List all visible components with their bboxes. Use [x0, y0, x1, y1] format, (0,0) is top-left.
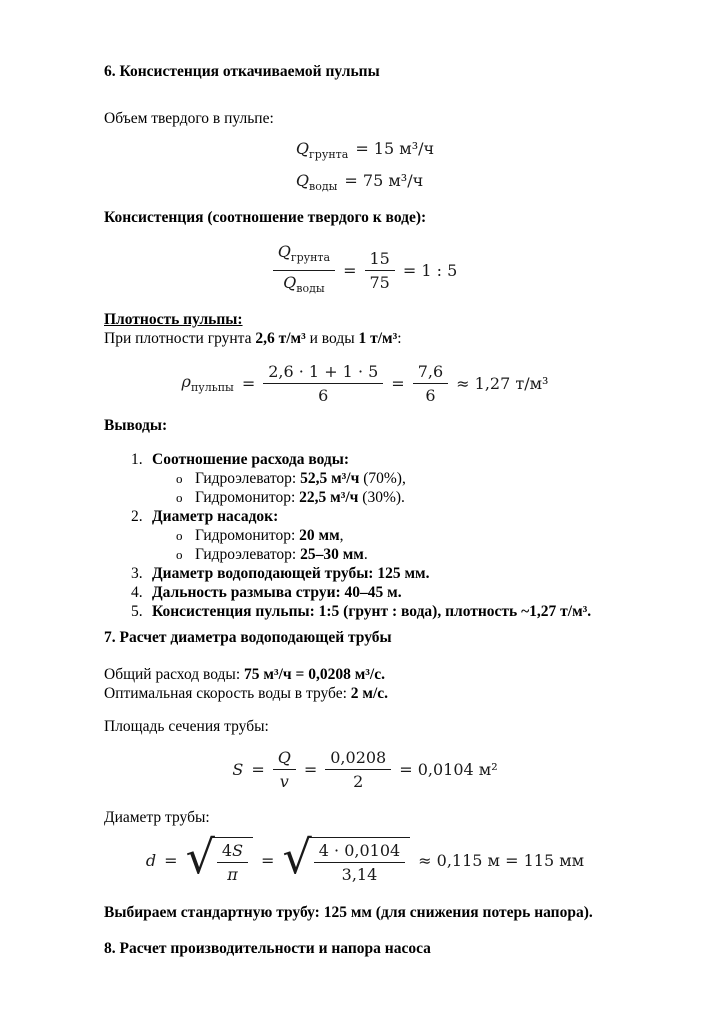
list-item-4 — [104, 583, 626, 602]
fraction-denominator — [278, 271, 329, 298]
sub-bullet-marker: o — [176, 489, 183, 505]
list-item-number: 5. — [131, 602, 143, 620]
formula-pulp-density — [104, 362, 626, 405]
fraction-denominator: 75 — [369, 272, 390, 292]
density-result: ≈ 1,27 т/м³ — [456, 373, 549, 393]
para-solid-volume: Объем твердого в пульпе: — [104, 110, 274, 127]
sqrt-4s-pi — [185, 830, 253, 885]
fraction-numerator: 0,0208 — [325, 748, 391, 770]
list-item-number: 3. — [131, 564, 143, 582]
para-standard-pipe: Выбираем стандартную трубу: 125 мм (для снижения потерь напора). — [104, 903, 593, 921]
density-water-value: 1 т/м³ — [358, 329, 398, 347]
list-item-3 — [104, 564, 626, 583]
section-8-heading: 8. Расчет производительности и напора насоса — [104, 939, 431, 957]
diameter-result: ≈ 0,115 м = 115 мм — [418, 850, 585, 870]
fraction-numerator — [217, 841, 248, 863]
sub-bullet-marker: o — [176, 546, 183, 562]
fraction-4s-pi — [217, 841, 248, 884]
math-sub-vody: воды — [309, 180, 338, 194]
formula-consistency — [104, 242, 626, 297]
list-subitem-2-2 — [104, 545, 626, 564]
sqrt-body — [212, 837, 253, 884]
equals-sign: = — [343, 260, 357, 280]
fraction-flow-speed — [325, 748, 391, 791]
formula-pipe-diameter — [104, 830, 626, 885]
equals-sign: = — [241, 373, 256, 393]
list-item-2 — [104, 507, 626, 526]
para-total-flow — [104, 665, 626, 684]
conclusions-list — [104, 450, 626, 621]
density-text: и воды — [305, 329, 359, 347]
q-vody-value: = 75 м³/ч — [344, 171, 424, 191]
equals-sign: = — [303, 759, 318, 779]
math-var-s: S — [232, 759, 244, 779]
formula-flow-lines — [296, 137, 434, 198]
sub-bullet-text — [195, 469, 406, 488]
math-var-q: Q — [283, 272, 297, 292]
fraction-numerator: 7,6 — [413, 362, 448, 384]
list-item-label: Дальность размыва струи: 40–45 м. — [152, 583, 402, 601]
math-var-q: Q — [277, 242, 291, 262]
fraction-denominator: v — [279, 771, 289, 791]
sub-text: , — [339, 526, 344, 544]
fraction-q-v — [273, 748, 296, 791]
formula-q-vody — [296, 169, 423, 198]
math-var-s: S — [232, 840, 244, 860]
sub-bold-value: 52,5 м³/ч — [300, 469, 360, 487]
list-item-number: 4. — [131, 583, 143, 601]
sub-bold-value: 22,5 м³/ч — [299, 488, 359, 506]
q-grunta-symbol — [296, 137, 348, 166]
fraction-q-ratio — [273, 242, 335, 297]
math-var-d: d — [145, 850, 157, 870]
fraction-denominator: 6 — [425, 385, 436, 405]
section-7-heading: 7. Расчет диаметра водоподающей трубы — [104, 628, 392, 646]
flow-text: Общий расход воды: — [104, 665, 245, 683]
sub-bullet-marker: o — [176, 470, 183, 486]
sqrt-numeric — [282, 830, 410, 885]
conclusions-heading: Выводы: — [104, 416, 168, 434]
math-var-rho: ρ — [181, 372, 191, 392]
fraction-numerator: Q — [273, 748, 296, 770]
equals-sign: = — [261, 850, 275, 870]
fraction-numeric — [314, 841, 405, 884]
sub-bullet-text — [195, 526, 344, 545]
density-subheading: Плотность пульпы: — [104, 310, 243, 328]
fraction-denominator: 3,14 — [341, 864, 378, 884]
sub-bullet-marker: o — [176, 527, 183, 543]
section-6-heading: 6. Консистенция откачиваемой пульпы — [104, 63, 380, 80]
fraction-numerator — [273, 242, 335, 270]
coefficient: 4 — [221, 840, 233, 860]
sub-bold-value: 25–30 мм — [300, 545, 364, 563]
list-item-number: 2. — [131, 507, 143, 525]
formula-q-grunta — [296, 137, 434, 166]
list-subitem-2-1 — [104, 526, 626, 545]
para-density — [104, 329, 626, 348]
area-result: = 0,0104 м² — [399, 759, 498, 779]
para-pipe-area: Площадь сечения трубы: — [104, 717, 269, 735]
para-optimal-speed — [104, 684, 626, 703]
sub-text: Гидромонитор: — [195, 488, 300, 506]
radical-sign: √ — [185, 830, 215, 885]
equals-sign: = — [251, 759, 265, 779]
sub-text: Гидроэлеватор: — [195, 469, 301, 487]
list-item-5 — [104, 602, 626, 621]
density-text: При плотности грунта — [104, 329, 256, 347]
fraction-numerator: 15 — [365, 249, 395, 271]
list-subitem-1-1 — [104, 469, 626, 488]
sub-text: Гидроэлеватор: — [195, 545, 301, 563]
density-soil-value: 2,6 т/м³ — [255, 329, 306, 347]
fraction-denominator: 6 — [318, 385, 329, 405]
sub-bullet-text — [195, 545, 368, 564]
fraction-numerator: 2,6 · 1 + 1 · 5 — [263, 362, 383, 384]
equals-sign: = — [391, 373, 405, 393]
math-sub-grunta: грунта — [290, 251, 331, 265]
list-item-label: Соотношение расхода воды: — [152, 450, 350, 468]
flow-value: 75 м³/ч = 0,0208 м³/с. — [244, 665, 385, 683]
list-item-label: Консистенция пульпы: 1:5 (грунт : вода), плотность ~1,27 т/м³. — [152, 602, 592, 620]
sub-text: (30%). — [358, 488, 405, 506]
math-sub-pulpy: пульпы — [190, 381, 234, 395]
list-item-label: Диаметр водоподающей трубы: 125 мм. — [152, 564, 430, 582]
speed-value: 2 м/с. — [350, 684, 389, 702]
q-vody-symbol — [296, 169, 337, 198]
sub-bullet-text — [195, 488, 405, 507]
rho-symbol — [182, 372, 234, 394]
sub-text: Гидромонитор: — [195, 526, 300, 544]
list-item-label: Диаметр насадок: — [152, 507, 279, 525]
formula-pipe-area — [104, 748, 626, 791]
list-subitem-1-2 — [104, 488, 626, 507]
fraction-denominator: 2 — [353, 771, 364, 791]
list-item-number: 1. — [131, 450, 143, 468]
fraction-numerator: 4 · 0,0104 — [314, 841, 405, 863]
sub-text: (70%), — [359, 469, 406, 487]
para-pipe-diameter: Диаметр трубы: — [104, 808, 210, 826]
list-item-1 — [104, 450, 626, 469]
formula-flow-values — [104, 137, 626, 198]
q-grunta-value: = 15 м³/ч — [355, 139, 435, 158]
radical-sign: √ — [282, 830, 312, 885]
math-sub-grunta: грунта — [309, 148, 349, 162]
math-var-q: Q — [295, 139, 310, 158]
equals-sign: = — [164, 850, 178, 870]
sub-bold-value: 20 мм — [299, 526, 340, 544]
fraction-denominator: π — [227, 864, 238, 884]
speed-text: Оптимальная скорость воды в трубе: — [104, 684, 351, 702]
consistency-result: = 1 : 5 — [402, 260, 458, 280]
math-sub-vody: воды — [296, 281, 325, 295]
fraction-76-6 — [413, 362, 448, 405]
sub-text: . — [363, 545, 368, 563]
math-var-q: Q — [295, 171, 310, 191]
consistency-subheading: Консистенция (соотношение твердого к воде): — [104, 209, 427, 227]
fraction-15-75 — [365, 249, 395, 292]
fraction-density-expr — [263, 362, 383, 405]
density-text: : — [397, 329, 402, 347]
sqrt-body — [309, 837, 410, 884]
